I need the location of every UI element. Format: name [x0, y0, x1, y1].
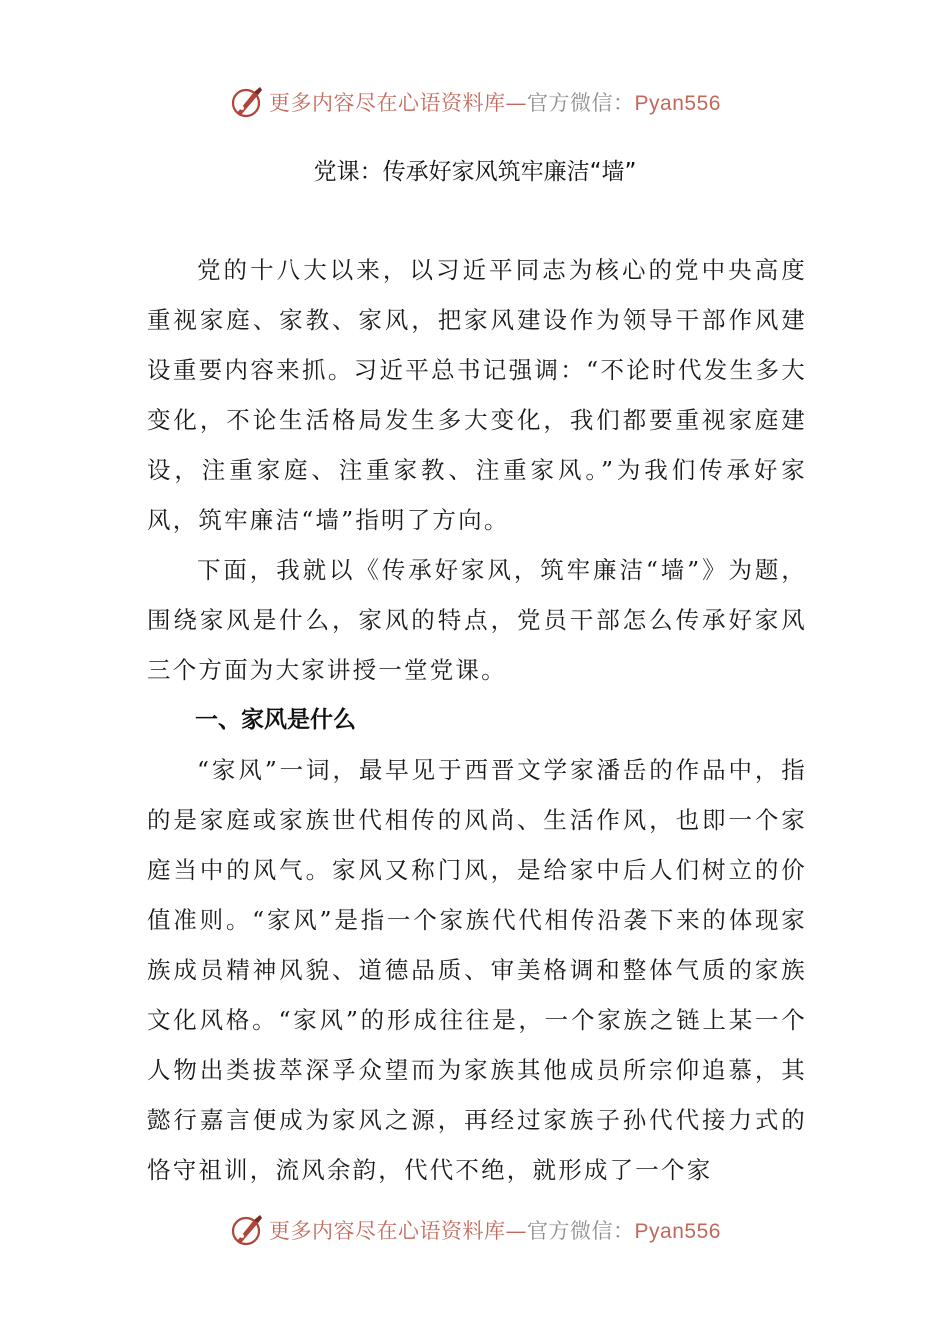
banner-text: 更多内容尽在心语资料库—官方微信：Pyan556	[269, 91, 721, 115]
pen-logo-icon	[229, 1212, 265, 1248]
document-body	[147, 245, 807, 1195]
paragraph-section1: “家风”一词，最早见于西晋文学家潘岳的作品中，指的是家庭或家族世代相传的风尚、生活作风，也即一个家庭当中的风气。家风又称门风，是给家中后人们树立的价值准则。“家风”是指一个家族代代相传沿袭下来的体现家族成员精神风貌、道德品质、审美格调和整体气质的家族文化风格。“家风”的形成往往是，一个家族之链上某一个人物出类拔萃深孚众望而为家族其他成员所宗仰追慕，其懿行嘉言便成为家风之源，再经过家族子孙代代接力式的恪守祖训，流风余韵，代代不绝，就形成了一个家	[147, 756, 807, 1184]
document-title: 党课：传承好家风筑牢廉洁“墙”	[313, 159, 637, 185]
header-banner	[0, 82, 950, 122]
footer-banner	[0, 1210, 950, 1250]
section-heading: 一、家风是什么	[195, 707, 356, 733]
pen-logo-icon	[229, 84, 265, 120]
banner-text: 更多内容尽在心语资料库—官方微信：Pyan556	[269, 1219, 721, 1243]
paragraph-outline: 下面，我就以《传承好家风，筑牢廉洁“墙”》为题，围绕家风是什么，家风的特点，党员干部怎么传承好家风三个方面为大家讲授一堂党课。	[147, 556, 807, 684]
paragraph-intro: 党的十八大以来，以习近平同志为核心的党中央高度重视家庭、家教、家风，把家风建设作为领导干部作风建设重要内容来抓。习近平总书记强调：“不论时代发生多大变化，不论生活格局发生多大变化，我们都要重视家庭建设，注重家庭、注重家教、注重家风。”为我们传承好家风，筑牢廉洁“墙”指明了方向。	[147, 256, 807, 534]
